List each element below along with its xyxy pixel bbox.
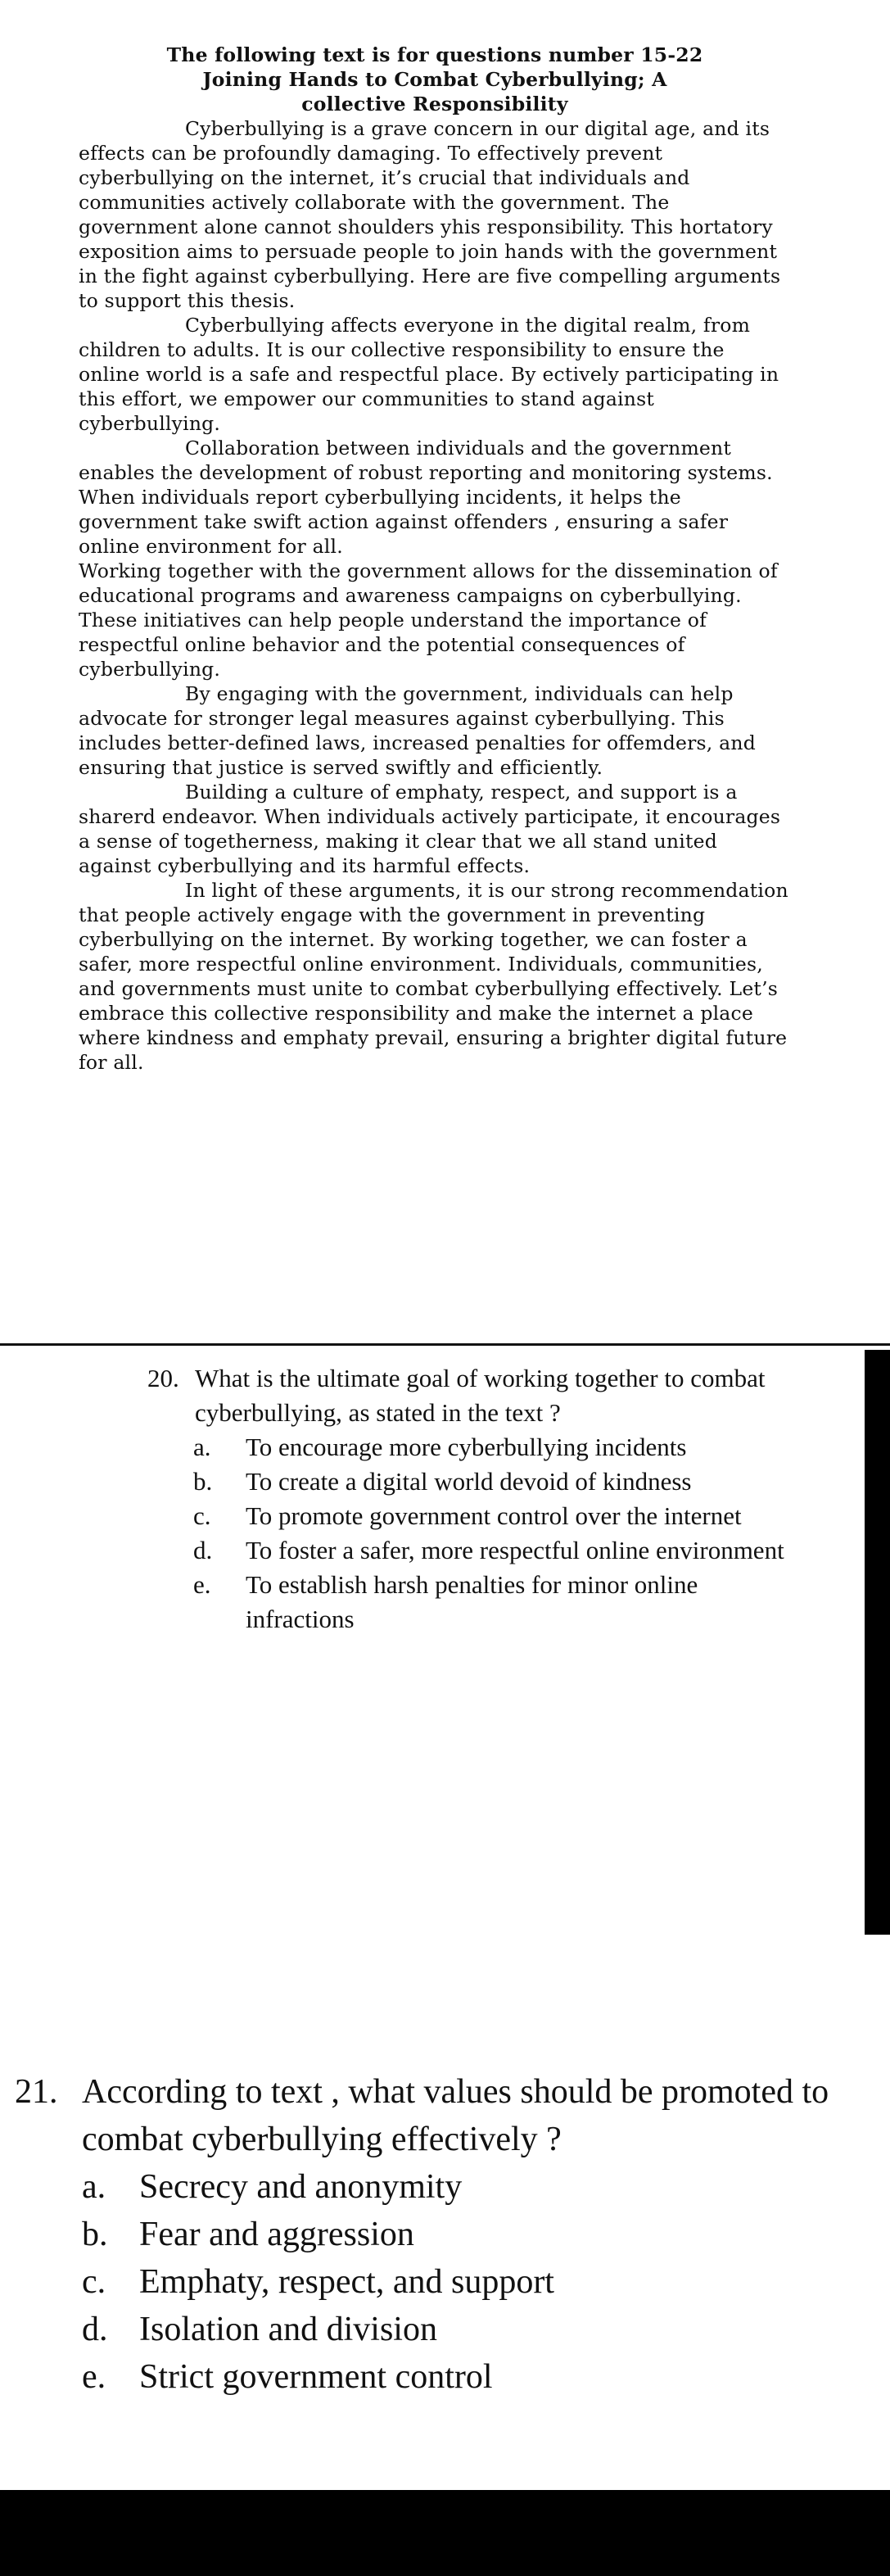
answer-option[interactable] (147, 1499, 786, 1533)
option-text: Secrecy and anonymity (139, 2168, 463, 2206)
black-side-bar (865, 1350, 890, 1935)
option-letter: a. (82, 2168, 106, 2206)
passage-paragraph: Cyberbullying is a grave concern in our digital age, and its effects can be profoundly damaging. To effectively prevent cyberbullying on the internet, it’s crucial that individuals and communities actively collaborate with the government. The government alone cannot shoulders yhis responsibility. This hortatory exposition aims to persuade people to join hands with the government in the fight against cyberbullying. Here are five compelling arguments to support this thesis. (79, 117, 781, 312)
option-letter: b. (82, 2216, 108, 2253)
passage-paragraph: By engaging with the government, individuals can help advocate for stronger legal measures against cyberbullying. This includes better-defined laws, increased penalties for offemders, and ensuring that justice is served swiftly and efficiently. (79, 682, 756, 779)
answer-options (147, 1430, 786, 1637)
answer-option[interactable] (147, 1430, 786, 1465)
option-letter: c. (82, 2263, 106, 2301)
option-letter: d. (193, 1536, 213, 1564)
answer-option[interactable] (15, 2258, 866, 2306)
answer-option[interactable] (15, 2163, 866, 2211)
passage-paragraph: Working together with the government allows for the dissemination of educational programs and awareness campaigns on cyberbullying. These initiatives can help people understand the importance of respectful online behavior and the potential consequences of cyberbullying. (79, 559, 778, 681)
option-text: To foster a safer, more respectful online environment (246, 1536, 784, 1564)
reading-passage (79, 43, 791, 1075)
option-letter: c. (193, 1501, 211, 1530)
passage-paragraph: Building a culture of emphaty, respect, and support is a sharerd endeavor. When individuals actively participate, it encourages a sense of togetherness, making it clear that we all stand united against cyberbullying and its harmful effects. (79, 781, 781, 877)
option-text: Fear and aggression (139, 2216, 414, 2253)
answer-option[interactable] (15, 2306, 866, 2353)
question-text: According to text , what values should be promoted to combat cyberbullying effectively ? (82, 2073, 829, 2158)
answer-option[interactable] (147, 1533, 786, 1568)
question-number: 20. (147, 1364, 179, 1392)
option-text: To create a digital world devoid of kindness (246, 1467, 692, 1496)
option-letter: d. (82, 2311, 108, 2348)
passage-paragraph: Collaboration between individuals and the government enables the development of robust reporting and monitoring systems. When individuals report cyberbullying incidents, it helps the government take swift action against offenders , ensuring a safer online environment for all. (79, 437, 773, 558)
passage-intro: The following text is for questions number 15-22 (166, 43, 703, 66)
option-text: To encourage more cyberbullying incidents (246, 1433, 687, 1461)
answer-option[interactable] (147, 1568, 786, 1637)
passage-title: Joining Hands to Combat Cyberbullying; A collective Responsibility (202, 68, 667, 115)
question-21 (15, 2068, 866, 2401)
passage-paragraph: Cyberbullying affects everyone in the digital realm, from children to adults. It is our collective responsibility to ensure the online world is a safe and respectful place. By ectively participating in this effort, we empower our communities to stand against cyberbullying. (79, 314, 779, 435)
question-20 (147, 1361, 786, 1637)
option-text: Emphaty, respect, and support (139, 2263, 554, 2301)
option-text: To establish harsh penalties for minor online infractions (246, 1570, 698, 1633)
option-letter: e. (82, 2358, 106, 2396)
question-text: What is the ultimate goal of working together to combat cyberbullying, as stated in the text ? (195, 1364, 766, 1427)
section-divider (0, 1343, 890, 1346)
option-text: Strict government control (139, 2358, 493, 2396)
black-bottom-bar (0, 2490, 890, 2576)
answer-options (15, 2163, 866, 2401)
option-letter: a. (193, 1433, 211, 1461)
option-letter: b. (193, 1467, 213, 1496)
option-letter: e. (193, 1570, 211, 1599)
answer-option[interactable] (15, 2211, 866, 2258)
answer-option[interactable] (147, 1465, 786, 1499)
passage-paragraph: In light of these arguments, it is our strong recommendation that people actively engage with the government in preventing cyberbullying on the internet. By working together, we can foster a safer, more respectful online environment. Individuals, communities, and governments must unite to combat cyberbullying effectively. Let’s embrace this collective responsibility and make the internet a place where kindness and emphaty prevail, ensuring a brighter digital future for all. (79, 879, 788, 1074)
question-number: 21. (15, 2073, 58, 2111)
answer-option[interactable] (15, 2353, 866, 2401)
option-text: To promote government control over the internet (246, 1501, 742, 1530)
option-text: Isolation and division (139, 2311, 437, 2348)
